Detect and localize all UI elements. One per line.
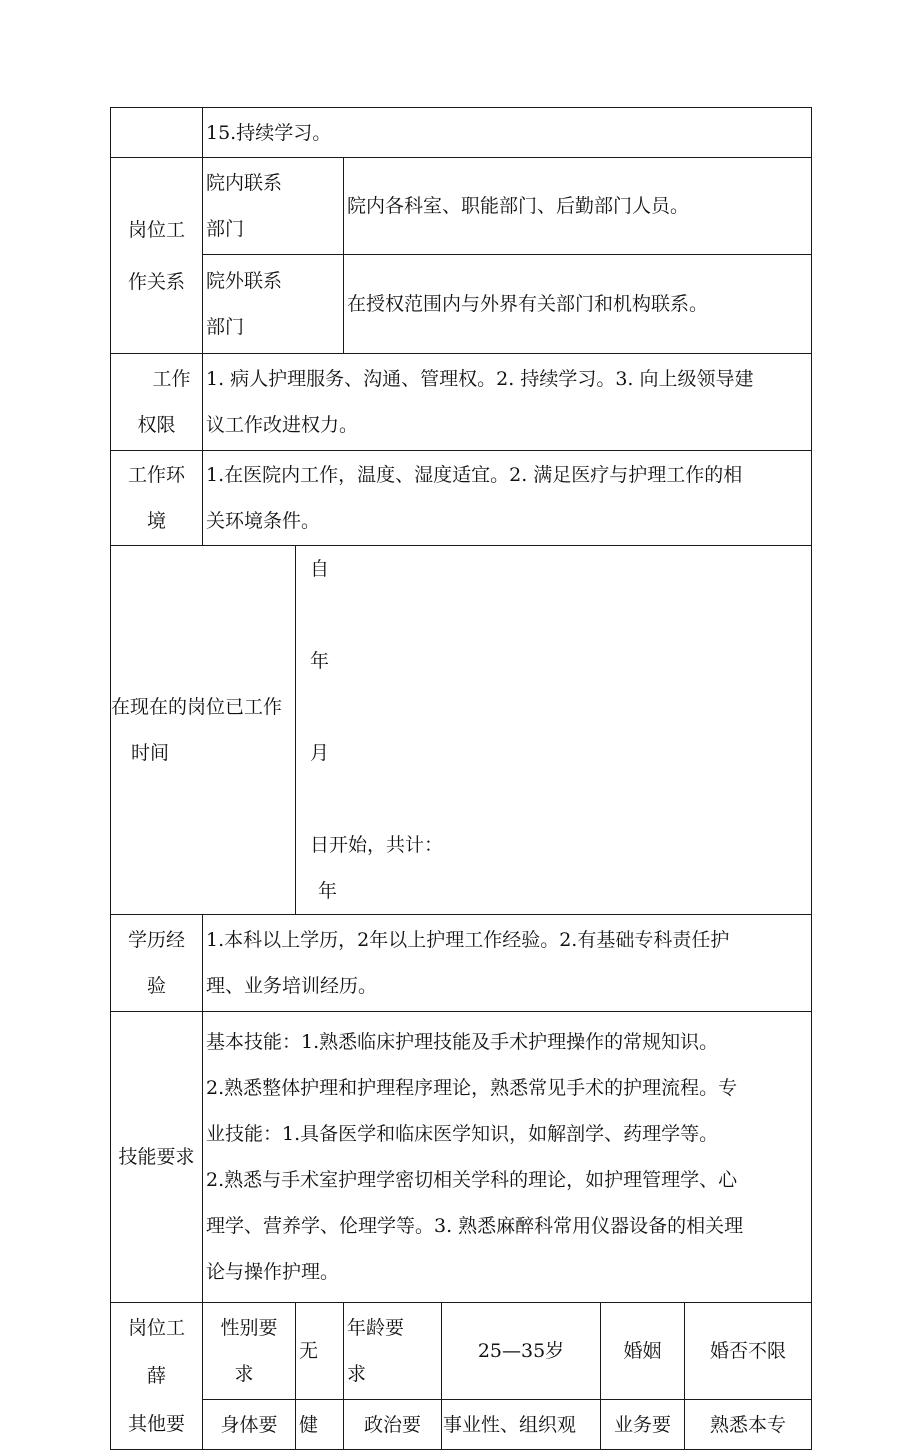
skills-value: 基本技能：1.熟悉临床护理技能及手术护理操作的常规知识。 2.熟悉整体护理和护理程序理论，熟悉常见手术的护理流程。专 业技能：1.具备医学和临床医学知识，如解剖学、药理学等。 2.熟悉与手术室护理学密切相关学科的理论，如护理管理学、心 理学、营养学、伦理学等。3. 熟悉麻醉科常用仪器设备的相关理 论与操作护理。: [203, 1012, 812, 1303]
education-value: 1.本科以上学历，2年以上护理工作经验。2.有基础专科责任护 理、业务培训经历。: [203, 915, 812, 1012]
health-label: 身体要: [203, 1400, 296, 1450]
authority-header: 工作 权限: [111, 354, 203, 451]
relations-inner-row: [111, 158, 812, 255]
environment-row: [111, 451, 812, 546]
business-label: 业务要: [601, 1400, 685, 1450]
politics-value: 事业性、组织观: [442, 1400, 601, 1450]
tenure-header: 在现在的岗位已工作 时间: [111, 546, 296, 915]
gender-value: 无: [296, 1303, 344, 1400]
environment-value: 1.在医院内工作，温度、湿度适宜。2. 满足医疗与护理工作的相 关环境条件。: [203, 451, 812, 546]
empty-header-cell: [111, 108, 203, 158]
age-value: 25—35岁: [442, 1303, 601, 1400]
requirements-header: 岗位工 薛 其他要: [111, 1303, 203, 1450]
authority-value: 1. 病人护理服务、沟通、管理权。2. 持续学习。3. 向上级领导建 议工作改进权力。: [203, 354, 812, 451]
requirements-row-1: [111, 1303, 812, 1400]
education-header: 学历经 验: [111, 915, 203, 1012]
outer-contact-label: 院外联系 部门: [203, 255, 344, 354]
tenure-value: [296, 546, 812, 915]
politics-label: 政治要: [344, 1400, 442, 1450]
skills-header: 技能要求: [111, 1012, 203, 1303]
tenure-year: 年: [310, 650, 330, 672]
continuation-row: [111, 108, 812, 158]
tenure-month: 月: [310, 742, 330, 764]
tenure-start: 日开始，共计：: [310, 834, 444, 856]
age-label: 年龄要 求: [344, 1303, 442, 1400]
authority-row: [111, 354, 812, 451]
relations-header: 岗位工 作关系: [111, 158, 203, 354]
inner-contact-label: 院内联系 部门: [203, 158, 344, 255]
gender-label: 性别要 求: [203, 1303, 296, 1400]
skills-row: [111, 1012, 812, 1303]
health-value: 健: [296, 1400, 344, 1450]
relations-outer-row: [111, 255, 812, 354]
tenure-total-year: 年: [318, 880, 338, 902]
tenure-row: [111, 546, 812, 915]
marriage-value: 婚否不限: [685, 1303, 812, 1400]
outer-contact-value: 在授权范围内与外界有关部门和机构联系。: [344, 255, 812, 354]
environment-header: 工作环 境: [111, 451, 203, 546]
inner-contact-value: 院内各科室、职能部门、后勤部门人员。: [344, 158, 812, 255]
continuation-text: 15.持续学习。: [203, 108, 812, 158]
requirements-row-2: [111, 1400, 812, 1450]
job-description-table: [110, 107, 812, 1450]
business-value: 熟悉本专: [685, 1400, 812, 1450]
education-row: [111, 915, 812, 1012]
tenure-from: 自: [310, 558, 330, 580]
marriage-label: 婚姻: [601, 1303, 685, 1400]
